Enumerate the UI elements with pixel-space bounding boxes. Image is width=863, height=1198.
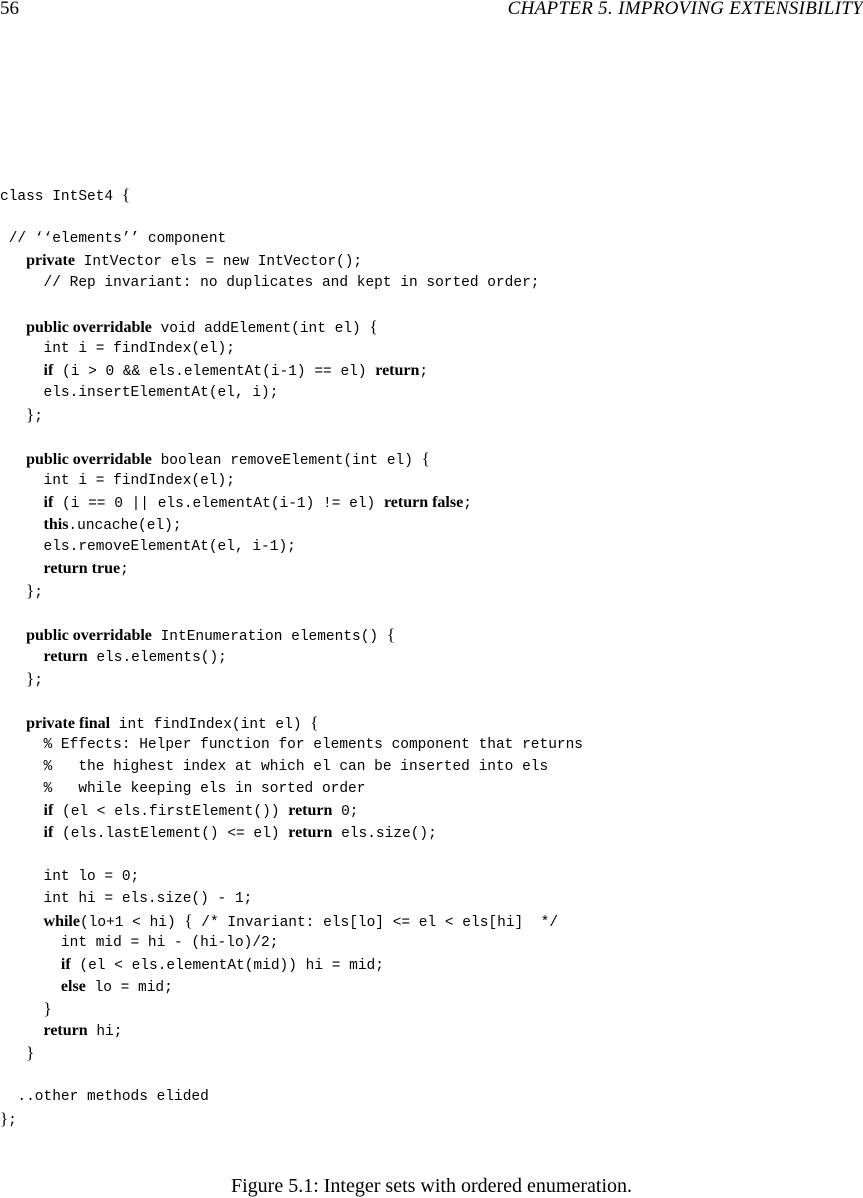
code-line <box>0 932 278 954</box>
code-line <box>0 624 395 646</box>
code-keyword: return <box>288 824 333 841</box>
code-text: (el < els.firstElement()) <box>53 804 289 820</box>
code-text <box>0 717 26 733</box>
code-line <box>0 272 540 294</box>
code-text: } <box>43 999 52 1018</box>
code-text: els.removeElementAt(el, i-1); <box>0 539 296 555</box>
code-keyword: else <box>60 978 86 995</box>
code-line <box>0 888 252 910</box>
code-text <box>0 673 26 689</box>
code-text: 0; <box>332 804 359 820</box>
code-text: boolean removeElement(int el) <box>151 453 422 469</box>
code-text: ; <box>34 673 43 689</box>
code-keyword: private <box>26 252 75 269</box>
code-line <box>0 778 365 800</box>
code-line <box>0 976 173 998</box>
chapter-title: CHAPTER 5. IMPROVING EXTENSIBILITY <box>507 0 863 19</box>
code-line <box>0 404 43 426</box>
code-text: class IntSet4 <box>0 189 122 205</box>
code-text: int mid = hi - (hi-lo)/2; <box>0 935 279 951</box>
code-line <box>0 998 52 1020</box>
code-keyword: if <box>43 362 54 379</box>
code-text: (els.lastElement() <= el) <box>53 826 289 842</box>
code-keyword: return true <box>43 560 121 577</box>
code-line <box>0 756 548 778</box>
code-text: int findIndex(int el) <box>110 717 311 733</box>
code-keyword: if <box>43 802 54 819</box>
code-text: int hi = els.size() - 1; <box>0 891 253 907</box>
code-line <box>0 800 359 822</box>
code-line <box>0 734 583 756</box>
code-keyword: return <box>43 1022 88 1039</box>
code-text <box>0 1003 44 1019</box>
code-line <box>0 954 384 976</box>
code-keyword: if <box>60 956 71 973</box>
code-line <box>0 338 235 360</box>
code-text <box>0 826 44 842</box>
code-keyword: this <box>43 516 69 533</box>
code-text: } <box>26 1043 35 1062</box>
code-text: (i > 0 && els.elementAt(i-1) == el) <box>53 364 376 380</box>
code-line <box>0 250 362 272</box>
code-text: ; <box>120 562 129 578</box>
code-text: } <box>26 669 35 688</box>
code-text: els.elements(); <box>87 650 227 666</box>
code-text: (i == 0 || els.elementAt(i-1) != el) <box>53 496 384 512</box>
code-text: } <box>26 581 35 600</box>
code-line <box>0 866 139 888</box>
code-text <box>0 364 44 380</box>
code-text: int i = findIndex(el); <box>0 473 235 489</box>
code-text <box>0 629 26 645</box>
code-line <box>0 1042 34 1064</box>
code-text <box>0 1024 44 1040</box>
code-text: els.insertElementAt(el, i); <box>0 385 279 401</box>
code-keyword: public overridable <box>26 627 152 644</box>
code-keyword: return <box>288 802 333 819</box>
code-line <box>0 382 278 404</box>
code-text <box>0 650 44 666</box>
code-line <box>0 492 472 514</box>
code-line <box>0 1108 17 1130</box>
page-header <box>0 0 863 24</box>
code-text: // ‘‘elements’’ component <box>0 231 227 247</box>
code-text: { <box>121 185 130 204</box>
code-line <box>0 580 43 602</box>
code-text: ..other methods elided <box>0 1089 209 1105</box>
code-line <box>0 646 227 668</box>
code-line <box>0 184 130 206</box>
code-text: } <box>0 1109 9 1128</box>
code-line <box>0 558 129 580</box>
code-keyword: if <box>43 494 54 511</box>
code-keyword: return <box>43 648 88 665</box>
code-text: { <box>421 449 430 468</box>
code-text <box>0 453 26 469</box>
code-keyword: private final <box>26 715 111 732</box>
code-line <box>0 712 318 734</box>
code-text: els.size(); <box>332 826 437 842</box>
code-text: /* Invariant: els[lo] <= el < els[hi] */ <box>192 915 559 931</box>
code-text <box>0 958 61 974</box>
code-text <box>0 518 44 534</box>
code-text: ; <box>8 1113 17 1129</box>
code-keyword: return false <box>383 494 464 511</box>
code-text: { <box>386 625 396 644</box>
code-text <box>0 562 44 578</box>
code-text <box>0 1047 26 1063</box>
code-text: { <box>310 713 319 732</box>
code-text: ; <box>34 585 43 601</box>
code-line <box>0 228 226 250</box>
code-text: int i = findIndex(el); <box>0 341 235 357</box>
code-text: // Rep invariant: no duplicates and kept in sorted order; <box>0 275 540 291</box>
code-text: void addElement(int el) <box>151 321 370 337</box>
code-text: .uncache(el); <box>68 518 182 534</box>
code-keyword: return <box>375 362 420 379</box>
code-line <box>0 822 437 844</box>
code-line <box>0 448 430 470</box>
code-line <box>0 910 558 932</box>
code-text <box>0 804 44 820</box>
code-keyword: if <box>43 824 54 841</box>
code-text: { <box>184 911 193 930</box>
code-text <box>0 321 26 337</box>
code-text: (el < els.elementAt(mid)) hi = mid; <box>70 958 384 974</box>
code-text <box>0 915 44 931</box>
code-keyword: public overridable <box>26 319 152 336</box>
code-text: hi; <box>87 1024 123 1040</box>
figure-caption: Figure 5.1: Integer sets with ordered enumeration. <box>231 1175 632 1197</box>
code-text: (lo+1 < hi) <box>79 915 185 931</box>
code-text: IntVector els = new IntVector(); <box>74 254 363 270</box>
code-text: int lo = 0; <box>0 869 140 885</box>
code-text: ; <box>463 496 472 512</box>
code-keyword: while <box>43 913 80 930</box>
code-text: IntEnumeration elements() <box>151 629 387 645</box>
code-keyword: public overridable <box>26 451 152 468</box>
code-line <box>0 536 296 558</box>
code-line <box>0 1086 209 1108</box>
code-text: { <box>369 317 378 336</box>
code-text: lo = mid; <box>85 980 173 996</box>
code-line <box>0 360 428 382</box>
code-line <box>0 668 43 690</box>
code-text <box>0 496 44 512</box>
code-line <box>0 1020 122 1042</box>
code-line <box>0 514 182 536</box>
code-line <box>0 316 378 338</box>
code-text: ; <box>34 409 43 425</box>
page-number: 56 <box>0 0 19 19</box>
code-text <box>0 585 26 601</box>
code-text <box>0 254 26 270</box>
code-text: % Effects: Helper function for elements component that returns <box>0 737 583 753</box>
code-text: } <box>26 405 35 424</box>
code-line <box>0 470 235 492</box>
code-text: ; <box>419 364 429 380</box>
code-text: % the highest index at which el can be inserted into els <box>0 759 549 775</box>
code-text <box>0 409 26 425</box>
code-text <box>0 980 61 996</box>
code-text: % while keeping els in sorted order <box>0 781 366 797</box>
